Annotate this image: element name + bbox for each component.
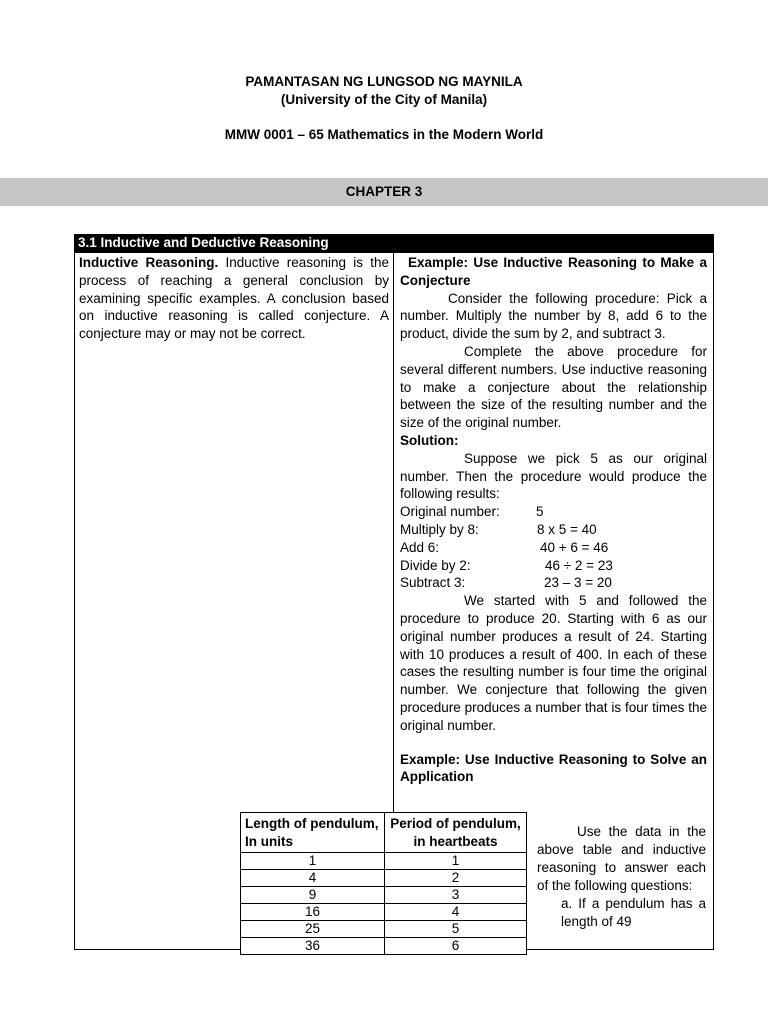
table-row	[241, 904, 527, 921]
procedure-steps	[400, 503, 707, 592]
table-row	[241, 921, 527, 938]
course-title: MMW 0001 – 65 Mathematics in the Modern World	[224, 127, 544, 142]
solution-intro: Suppose we pick 5 as our original number. Then the procedure would produce the following results:	[400, 450, 707, 502]
step-value: 46 ÷ 2 = 23	[545, 557, 613, 573]
length-cell: 25	[241, 921, 385, 938]
step-label: Multiply by 8:	[400, 521, 479, 537]
step-value: 5	[536, 504, 544, 520]
period-cell: 5	[385, 921, 527, 938]
table-row	[241, 870, 527, 887]
university-name-english: (University of the City of Manila)	[280, 92, 488, 107]
period-cell: 1	[385, 853, 527, 870]
table-header-row	[241, 813, 527, 853]
example2-title: Example: Use Inductive Reasoning to Solve an Application	[400, 751, 707, 785]
period-cell: 6	[385, 938, 527, 955]
table-row	[241, 853, 527, 870]
period-header: Period of pendulum, in heartbeats	[385, 813, 527, 853]
term-label: Inductive Reasoning.	[79, 255, 219, 270]
definition-text: Inductive reasoning is the process of reaching a general conclusion by examining specific examples. A conclusion based on inductive reasoning is called conjecture. A conjecture may or may not be correct.	[79, 255, 389, 342]
solution-label: Solution:	[400, 432, 459, 448]
example1-task: Complete the above procedure for several different numbers. Use inductive reasoning to make a conjecture about the relationship between the size of the resulting number and the size of the original number.	[400, 343, 707, 431]
step-value: 8 x 5 = 40	[537, 521, 597, 537]
chapter-heading: CHAPTER 3	[0, 178, 768, 206]
section-title: 3.1 Inductive and Deductive Reasoning	[74, 234, 714, 252]
length-header: Length of pendulum, In units	[241, 813, 385, 853]
length-cell: 4	[241, 870, 385, 887]
solution-conclusion: We started with 5 and followed the procedure to produce 20. Starting with 6 as our original number produces a result of 24. Starting with 10 produces a result of 400. In each of these cases the resulting number is four time the original number. We conjecture that following the given procedure produces a number that is four times the original number.	[400, 593, 707, 733]
example2-instructions	[537, 823, 706, 931]
step-label: Divide by 2:	[400, 557, 471, 573]
step-row	[400, 539, 707, 557]
period-cell: 4	[385, 904, 527, 921]
step-label: Subtract 3:	[400, 575, 466, 591]
length-cell: 36	[241, 938, 385, 955]
inductive-definition	[75, 253, 393, 343]
step-row	[400, 521, 707, 539]
step-label: Original number:	[400, 504, 500, 520]
university-name: PAMANTASAN NG LUNGSOD NG MAYNILA	[245, 74, 523, 89]
table-row	[241, 938, 527, 955]
step-value: 40 + 6 = 46	[540, 539, 609, 555]
length-cell: 1	[241, 853, 385, 870]
length-cell: 9	[241, 887, 385, 904]
question-a: a. If a pendulum has a length of 49	[561, 896, 706, 929]
period-cell: 2	[385, 870, 527, 887]
step-row	[400, 503, 707, 521]
example1-title: Example: Use Inductive Reasoning to Make a Conjecture	[400, 255, 707, 288]
step-row	[400, 557, 707, 575]
pendulum-table	[240, 812, 527, 955]
example1-procedure: Consider the following procedure: Pick a number. Multiply the number by 8, add 6 to the product, divide the sum by 2, and subtract 3.	[400, 290, 707, 342]
length-cell: 16	[241, 904, 385, 921]
table-row	[241, 887, 527, 904]
instructions-text: Use the data in the above table and inductive reasoning to answer each of the following questions:	[537, 824, 706, 893]
step-label: Add 6:	[400, 539, 440, 555]
step-row	[400, 574, 707, 592]
period-cell: 3	[385, 887, 527, 904]
step-value: 23 – 3 = 20	[544, 575, 612, 591]
